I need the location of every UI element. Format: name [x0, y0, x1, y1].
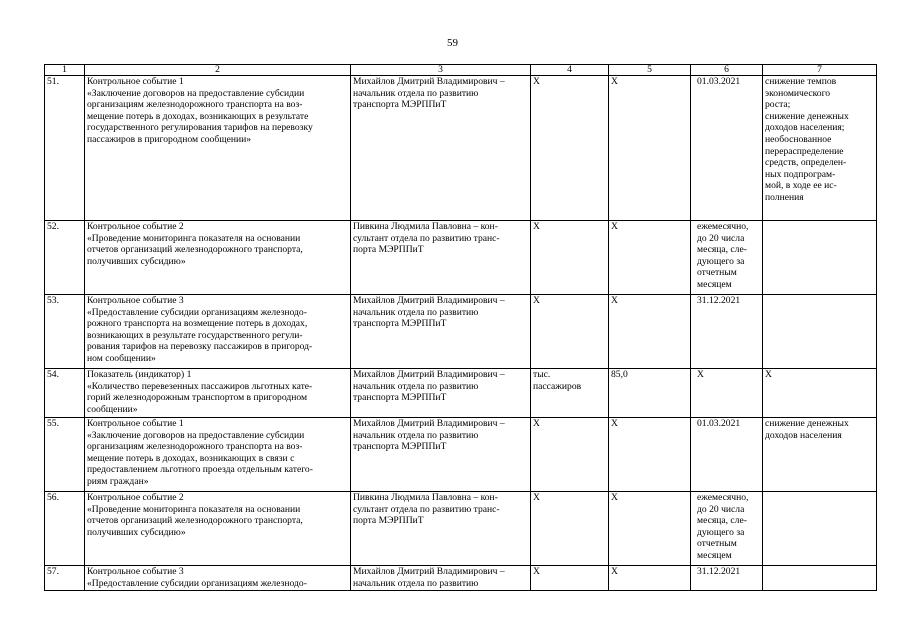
event-description-line: организациям железнодорожного транспорта на воз- — [87, 441, 303, 453]
event-description-line: «Проведение мониторинга показателя на основании — [87, 503, 301, 515]
page-number: 59 — [447, 37, 458, 49]
event-description — [85, 369, 351, 418]
risk-cell — [763, 295, 877, 369]
deadline-cell — [691, 566, 763, 591]
responsible-person-line: начальник отдела по развитию — [353, 380, 479, 392]
row-number: 54. — [45, 369, 85, 418]
responsible-person-line: начальник отдела по развитию — [353, 306, 479, 318]
column-header: 6 — [691, 65, 763, 76]
event-description-line: горий железнодорожным транспортом в пригородном — [87, 392, 308, 404]
risk-cell-line: доходов населения; — [765, 122, 845, 134]
responsible-person-line: Михайлов Дмитрий Владимирович – — [353, 418, 505, 429]
responsible-person-line: порта МЭРППиТ — [353, 515, 424, 527]
value-cell — [609, 492, 691, 566]
responsible-person-line: сультант отдела по развитию транс- — [353, 503, 500, 515]
event-description-line: мещение потерь в доходах, возникающих в связи с — [87, 452, 295, 464]
risk-cell — [763, 369, 877, 418]
deadline-cell-line: X — [697, 369, 704, 380]
deadline-cell-line: 01.03.2021 — [697, 418, 741, 429]
event-description-line: Контрольное событие 1 — [87, 76, 184, 87]
responsible-person-line: сультант отдела по развитию транс- — [353, 232, 500, 244]
responsible-person-line: порта МЭРППиТ — [353, 244, 424, 256]
responsible-person-line: транспорта МЭРППиТ — [353, 318, 447, 330]
risk-cell-line: снижение денежных — [765, 418, 849, 429]
event-description-line: рожного транспорта на возмещение потерь в доходах, — [87, 318, 308, 330]
value-cell-line: X — [611, 221, 618, 232]
event-description — [85, 492, 351, 566]
event-description-line: «Заключение договоров на предоставление субсидии — [87, 87, 305, 99]
responsible-person-line: Михайлов Дмитрий Владимирович – — [353, 369, 505, 380]
responsible-person-line: Михайлов Дмитрий Владимирович – — [353, 295, 505, 306]
responsible-person — [351, 76, 531, 221]
column-header: 5 — [609, 65, 691, 76]
value-cell-line: X — [611, 492, 618, 503]
deadline-cell-line: месяцем — [697, 549, 732, 561]
risk-cell-line: экономического — [765, 87, 831, 99]
risk-cell-line: ных подпрограм- — [765, 168, 836, 180]
value-cell-line: 85,0 — [611, 369, 628, 380]
measures-table — [44, 64, 877, 591]
risk-cell-line: снижение денежных — [765, 110, 849, 122]
responsible-person — [351, 295, 531, 369]
row-number: 53. — [45, 295, 85, 369]
table-row — [45, 369, 877, 418]
event-description-line: мещение потерь в доходах, возникающих в результате — [87, 110, 309, 122]
row-number: 51. — [45, 76, 85, 221]
unit-cell-line: X — [533, 418, 540, 429]
deadline-cell — [691, 221, 763, 295]
event-description-line: пассажиров в пригородном сообщении» — [87, 133, 252, 145]
deadline-cell — [691, 369, 763, 418]
unit-cell — [531, 566, 609, 591]
risk-cell — [763, 221, 877, 295]
responsible-person — [351, 418, 531, 492]
unit-cell — [531, 492, 609, 566]
event-description-line: возникающих в результате государственного регули- — [87, 329, 303, 341]
risk-cell-line: средств, определен- — [765, 157, 847, 169]
responsible-person-line: начальник отдела по развитию — [353, 87, 479, 99]
value-cell-line: X — [611, 566, 618, 577]
deadline-cell-line: ежемесячно, — [697, 221, 749, 232]
event-description-line: «Предоставление субсидии организациям железнодо- — [87, 577, 307, 589]
event-description-line: получивших субсидию» — [87, 255, 186, 267]
unit-cell-line: пассажиров — [533, 380, 582, 392]
unit-cell — [531, 221, 609, 295]
unit-cell — [531, 295, 609, 369]
event-description-line: «Проведение мониторинга показателя на основании — [87, 232, 301, 244]
row-number: 57. — [45, 566, 85, 591]
unit-cell — [531, 369, 609, 418]
deadline-cell — [691, 295, 763, 369]
event-description-line: «Заключение договоров на предоставление субсидии — [87, 429, 305, 441]
row-number: 56. — [45, 492, 85, 566]
table-row — [45, 221, 877, 295]
column-header: 7 — [763, 65, 877, 76]
event-description-line: организациям железнодорожного транспорта на воз- — [87, 99, 303, 111]
risk-cell-line: снижение темпов — [765, 76, 837, 87]
event-description-line: риям граждан» — [87, 475, 149, 487]
value-cell — [609, 295, 691, 369]
event-description-line: «Предоставление субсидии организациям железнодо- — [87, 306, 307, 318]
event-description-line: Контрольное событие 1 — [87, 418, 184, 429]
risk-cell-line: необоснованное — [765, 133, 832, 145]
event-description-line: Контрольное событие 2 — [87, 492, 184, 503]
deadline-cell-line: отчетным — [697, 538, 737, 550]
risk-cell — [763, 492, 877, 566]
value-cell — [609, 221, 691, 295]
event-description-line: сообщении» — [87, 403, 138, 415]
event-description — [85, 221, 351, 295]
column-header: 3 — [351, 65, 531, 76]
event-description-line: ном сообщении» — [87, 352, 156, 364]
value-cell-line: X — [611, 76, 618, 87]
event-description-line: предоставлением льготного проезда отдельным катего- — [87, 464, 313, 476]
risk-cell-line: мой, в ходе ее ис- — [765, 180, 837, 192]
value-cell — [609, 76, 691, 221]
deadline-cell-line: месяцем — [697, 278, 732, 290]
responsible-person-line: начальник отдела по развитию — [353, 577, 479, 589]
table-row — [45, 566, 877, 591]
event-description-line: отчетов организаций железнодорожного транспорта, — [87, 244, 303, 256]
risk-cell — [763, 76, 877, 221]
deadline-cell-line: до 20 числа — [697, 503, 745, 515]
deadline-cell — [691, 492, 763, 566]
risk-cell-line: доходов населения — [765, 429, 842, 441]
event-description-line: Контрольное событие 3 — [87, 566, 184, 577]
unit-cell-line: X — [533, 492, 540, 503]
event-description-line: государственного регулирования тарифов на перевозку — [87, 122, 313, 134]
table-row — [45, 295, 877, 369]
deadline-cell-line: 01.03.2021 — [697, 76, 741, 87]
responsible-person-line: Пивкина Людмила Павловна – кон- — [353, 492, 498, 503]
event-description-line: Показатель (индикатор) 1 — [87, 369, 192, 380]
risk-cell-line: роста; — [765, 99, 791, 111]
responsible-person-line: Михайлов Дмитрий Владимирович – — [353, 76, 505, 87]
table-row — [45, 418, 877, 492]
row-number: 52. — [45, 221, 85, 295]
unit-cell-line: тыс. — [533, 369, 551, 380]
event-description-line: получивших субсидию» — [87, 526, 186, 538]
responsible-person-line: Пивкина Людмила Павловна – кон- — [353, 221, 498, 232]
event-description — [85, 76, 351, 221]
unit-cell — [531, 418, 609, 492]
deadline-cell-line: отчетным — [697, 267, 737, 279]
deadline-cell — [691, 76, 763, 221]
unit-cell-line: X — [533, 566, 540, 577]
value-cell — [609, 369, 691, 418]
value-cell-line: X — [611, 295, 618, 306]
responsible-person-line: транспорта МЭРППиТ — [353, 392, 447, 404]
deadline-cell-line: до 20 числа — [697, 232, 745, 244]
responsible-person — [351, 221, 531, 295]
row-number: 55. — [45, 418, 85, 492]
risk-cell-line: полнения — [765, 191, 804, 203]
column-header-row — [45, 65, 877, 76]
responsible-person-line: транспорта МЭРППиТ — [353, 99, 447, 111]
responsible-person-line: начальник отдела по развитию — [353, 429, 479, 441]
event-description — [85, 418, 351, 492]
deadline-cell-line: ежемесячно, — [697, 492, 749, 503]
event-description-line: «Количество перевезенных пассажиров льготных кате- — [87, 380, 313, 392]
value-cell — [609, 566, 691, 591]
deadline-cell — [691, 418, 763, 492]
column-header: 2 — [85, 65, 351, 76]
event-description — [85, 566, 351, 591]
value-cell-line: X — [611, 418, 618, 429]
deadline-cell-line: дующего за — [697, 255, 745, 267]
table-row — [45, 492, 877, 566]
responsible-person — [351, 369, 531, 418]
risk-cell-line: перераспределение — [765, 145, 844, 157]
deadline-cell-line: месяца, сле- — [697, 244, 747, 256]
event-description-line: Контрольное событие 2 — [87, 221, 184, 232]
deadline-cell-line: 31.12.2021 — [697, 566, 741, 577]
deadline-cell-line: дующего за — [697, 526, 745, 538]
table-row — [45, 76, 877, 221]
column-header: 4 — [531, 65, 609, 76]
responsible-person-line: Михайлов Дмитрий Владимирович – — [353, 566, 505, 577]
unit-cell — [531, 76, 609, 221]
responsible-person — [351, 492, 531, 566]
risk-cell — [763, 418, 877, 492]
event-description-line: отчетов организаций железнодорожного транспорта, — [87, 515, 303, 527]
unit-cell-line: X — [533, 221, 540, 232]
deadline-cell-line: 31.12.2021 — [697, 295, 741, 306]
event-description-line: Контрольное событие 3 — [87, 295, 184, 306]
event-description-line: рования тарифов на перевозку пассажиров в пригород- — [87, 341, 313, 353]
column-header: 1 — [45, 65, 85, 76]
risk-cell — [763, 566, 877, 591]
risk-cell-line: X — [765, 369, 772, 380]
deadline-cell-line: месяца, сле- — [697, 515, 747, 527]
responsible-person — [351, 566, 531, 591]
responsible-person-line: транспорта МЭРППиТ — [353, 441, 447, 453]
event-description — [85, 295, 351, 369]
value-cell — [609, 418, 691, 492]
unit-cell-line: X — [533, 76, 540, 87]
unit-cell-line: X — [533, 295, 540, 306]
